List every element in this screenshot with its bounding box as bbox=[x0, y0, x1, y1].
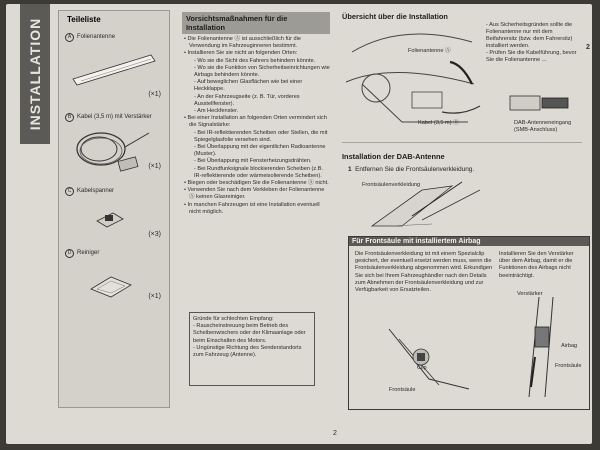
part-c-qty: (×3) bbox=[148, 231, 161, 238]
overview-title: Übersicht über die Installation bbox=[342, 12, 448, 21]
section-divider bbox=[342, 142, 582, 143]
pillar-trim-label: Frontsäulenverkleidung bbox=[362, 182, 421, 188]
airbag-note-box bbox=[348, 236, 590, 410]
airbag-label: Airbag bbox=[561, 343, 578, 349]
next-page-edge-number: 2 bbox=[586, 44, 590, 51]
step-text: Entfernen Sie die Frontsäulenverkleidung. bbox=[355, 166, 475, 173]
overview-antenna-label: Folienantenne Ⓐ bbox=[408, 48, 451, 54]
cable-amplifier-illustration bbox=[67, 123, 163, 183]
part-d-qty: (×1) bbox=[148, 293, 161, 300]
precaution-line: - Am Heckfenster. bbox=[194, 108, 239, 115]
manual-page bbox=[6, 4, 592, 444]
part-b-qty: (×1) bbox=[148, 163, 161, 170]
airbag-note-title: Für Frontsäule mit installiertem Airbag bbox=[349, 237, 589, 246]
overview-side-notes bbox=[486, 22, 578, 64]
parts-list-panel bbox=[58, 10, 170, 408]
poor-reception-line: - Ungünstige Richtung des Senderstandorts zum Fahrzeug (Antenne). bbox=[193, 344, 302, 359]
precaution-line: • Biegen oder beschädigen Sie die Folienantenne Ⓐ nicht. bbox=[189, 180, 330, 187]
page-number: 2 bbox=[333, 430, 337, 437]
film-antenna-illustration bbox=[67, 45, 163, 91]
precaution-line: • Die Folienantenne Ⓐ ist ausschließlich für die Verwendung im Fahrzeuginneren bestimmt. bbox=[189, 36, 330, 50]
poor-reception-box bbox=[189, 312, 315, 386]
column-label: Frontsäule bbox=[389, 387, 416, 393]
dab-step-1 bbox=[348, 166, 474, 173]
overview-cable-label: Kabel (3,5 m) Ⓑ bbox=[418, 120, 459, 126]
airbag-right-text: Installieren Sie den Verstärker über dem Airbag, damit er die Funktionen des Airbags nicht beeinträchtigt. bbox=[499, 251, 574, 279]
part-a-label: A Folienantenne bbox=[65, 33, 115, 42]
precaution-line: - Wo sie die Sicht des Fahrers behindern könnte. bbox=[194, 57, 316, 64]
precaution-line: - An der Fahrzeugseite (z. B. Tür, vorderes Ausstellfenster). bbox=[194, 93, 300, 107]
cleaner-illustration bbox=[87, 273, 137, 301]
parts-list-title: Teileliste bbox=[67, 15, 101, 24]
precaution-line: • Installieren Sie sie nicht an folgenden Orten: bbox=[189, 50, 330, 57]
precaution-line: - Bei IR-reflektierenden Scheiben oder Stellen, die mit Spiegelglasfolie versehen sind. bbox=[194, 129, 328, 143]
overview-side-line: - Aus Sicherheitsgründen sollte die Folienantenne nur mit dem Beifahrersitz (bzw. dem Fahrersitz) installiert werden. bbox=[486, 22, 573, 49]
precautions-title: Vorsichtsmaßnahmen für die Installation bbox=[182, 12, 330, 34]
precaution-line: - Bei Überlappung mit der eigentlichen Radioantenne (Muster). bbox=[194, 144, 326, 158]
airbag-left-text: Die Frontsäulenverkleidung ist mit einem Spezialclip gesichert, der eventuell ersetzt werden muss, wenn die Frontsäulenverkleidung abgenommen wird. Erkundigen Sie sich bei Ihrem Fahrzeughändler nach den Details zum Abnehmen der Frontsäulenverkleidung und zur Verfügbarkeit von Ersatzteilen. bbox=[355, 251, 493, 294]
step-number: 1 bbox=[348, 166, 352, 173]
precaution-line: • In manchen Fahrzeugen ist eine Installation eventuell nicht möglich. bbox=[189, 202, 330, 216]
part-d-label: D Reiniger bbox=[65, 249, 99, 258]
amplifier-label: Verstärker bbox=[517, 291, 543, 297]
part-a-qty: (×1) bbox=[148, 91, 161, 98]
dab-input-label: DAB-Antenneneingang (SMB-Anschluss) bbox=[514, 120, 572, 133]
part-b-label: B Kabel (3,5 m) mit Verstärker bbox=[65, 113, 152, 122]
dab-connector-illustration bbox=[506, 88, 576, 118]
poor-reception-title: Gründe für schlechten Empfang: bbox=[193, 316, 274, 322]
precautions-list bbox=[182, 36, 330, 216]
precaution-line: • Verwenden Sie nach dem Verkleben der Folienantenne Ⓐ keinen Glasreiniger. bbox=[189, 187, 330, 201]
part-c-label: C Kabelspanner bbox=[65, 187, 114, 196]
precaution-line: - Bei Überlappung mit Fensterheizungsdrähten. bbox=[194, 158, 312, 165]
poor-reception-line: - Rauscheinstreuung beim Betrieb des Scheibenwischers oder der Klimaanlage oder beim Einschalten des Motors. bbox=[193, 323, 306, 344]
precaution-line: • Bei einer Installation an folgenden Orten vermindert sich die Signalstärke: bbox=[189, 115, 330, 129]
cable-clamp-illustration bbox=[91, 207, 131, 231]
dab-install-title: Installation der DAB-Antenne bbox=[342, 152, 445, 161]
clip-illustration bbox=[369, 319, 479, 399]
clip-label: Clip bbox=[417, 365, 427, 371]
precaution-line: - Auf beweglichen Glasflächen wie bei einer Heckklappe. bbox=[194, 79, 303, 93]
precaution-line: - Wo sie die Funktion von Sicherheitseinrichtungen wie Airbags behindern könnte. bbox=[194, 64, 330, 79]
column-label-2: Frontsäule bbox=[555, 363, 582, 369]
precaution-line: - Bei Rundfunksignale blockierenden Scheiben (z.B. IR-reflektierende oder wärmeisolierende Scheiben). bbox=[194, 165, 324, 179]
overview-side-line: - Prüfen Sie die Kabelführung, bevor Sie die Folienantenne ... bbox=[486, 50, 577, 63]
car-interior-illustration bbox=[342, 22, 482, 134]
section-tab-label: INSTALLATION bbox=[27, 17, 43, 131]
